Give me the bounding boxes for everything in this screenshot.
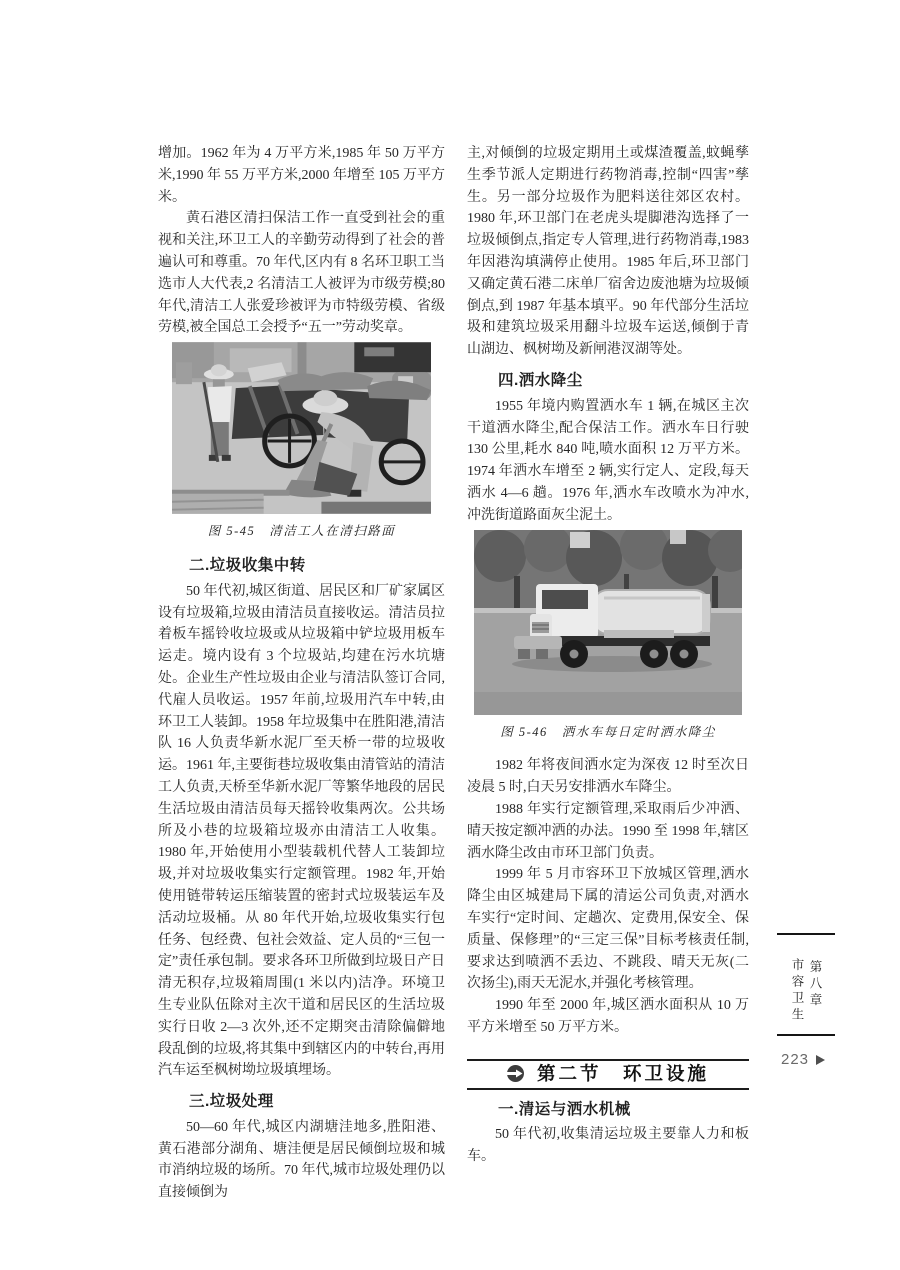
paragraph: 1999 年 5 月市容环卫下放城区管理,洒水降尘由区城建局下属的清运公司负责,对洒水车实行“定时间、定趟次、定费用,保安全、保质量、保修理”的“三定三保”目标考核责任制,要求达到喷洒不丢边、不跳段、晴天无灰(二次扬尘),雨天无泥水,并强化考核管理。 — [467, 867, 749, 992]
paragraph: 主,对倾倒的垃圾定期用土或煤渣覆盖,蚊蝇孳生季节派人定期进行药物消毒,控制“四害”孳生。另一部分垃圾作为肥料送往郊区农村。1980 年,环卫部门在老虎头堤脚港沟选择了一垃圾倾倒点,指定专人管理,进行药物消毒,1983 年因港沟填满停止使用。1985 年后,环卫部门又确定黄石港二床单厂宿舍边废池塘为垃圾倾倒点,到 1987 年基本填平。90 年代部分生活垃圾和建筑垃圾采用翻斗垃圾车运送,倾倒于青山湖边、枫树坳及新闸港汊湖等处。 — [467, 146, 749, 358]
paragraph: 1988 年实行定额管理,采取雨后少冲洒、晴天按定额冲洒的办法。1990 至 1998 年,辖区洒水降尘改由市环卫部门负责。 — [467, 801, 749, 861]
tab-bottom-rule — [777, 1034, 835, 1036]
chapter-margin-tab — [777, 933, 835, 1036]
section-title: 第二节 环卫设施 — [536, 1062, 709, 1084]
circle-arrow-right-icon — [507, 1065, 524, 1082]
figure-5-46-caption: 图 5-46 洒水车每日定时洒水降尘 — [500, 724, 716, 739]
heading-water-spraying: 四.洒水降尘 — [498, 371, 583, 389]
figure-5-45-caption: 图 5-45 清洁工人在清扫路面 — [207, 524, 396, 539]
paragraph: 1955 年境内购置洒水车 1 辆,在城区主次干道洒水降尘,配合保洁工作。洒水车日行驶 130 公里,耗水 840 吨,喷水面积 12 万平方米。1974 年洒水车增至 2 辆,实行定人、定段,每天洒水 4—6 趟。1976 年,洒水车改喷水为冲水,冲洗街道路面灰尘泥土。 — [467, 398, 749, 523]
section-divider — [467, 1059, 749, 1090]
figure-5-46-image — [474, 530, 742, 715]
chapter-label: 第八章 — [808, 960, 822, 1010]
paragraph: 1982 年将夜间洒水定为深夜 12 时至次日凌晨 5 时,白天另安排洒水车降尘。 — [467, 758, 749, 796]
chapter-section-label: 市容卫生 — [790, 958, 804, 1024]
chapter-vertical-text — [788, 942, 824, 1028]
heading-transport-machinery: 一.清运与洒水机械 — [498, 1100, 631, 1118]
figure-5-45-image — [172, 342, 431, 514]
heading-garbage-collection: 二.垃圾收集中转 — [189, 556, 306, 574]
paragraph: 50 年代初,收集清运垃圾主要靠人力和板车。 — [467, 1127, 749, 1165]
left-column — [158, 143, 445, 1204]
paragraph: 增加。1962 年为 4 万平方米,1985 年 50 万平方米,1990 年 55 万平方米,2000 年增至 105 万平方米。 — [158, 146, 445, 205]
right-column — [467, 143, 749, 1168]
right-triangle-icon — [816, 1055, 825, 1065]
tab-top-rule — [777, 933, 835, 935]
paragraph: 黄石港区清扫保洁工作一直受到社会的重视和关注,环卫工人的辛勤劳动得到了社会的普遍认可和尊重。70 年代,区内有 8 名环卫职工当选市人大代表,2 名清洁工人被评为市级劳模;80 年代,清洁工人张爱珍被评为市特级劳模、省级劳模,被全国总工会授予“五一”劳动奖章。 — [158, 211, 445, 336]
paragraph: 50 年代初,城区街道、居民区和厂矿家属区设有垃圾箱,垃圾由清洁员直接收运。清洁员拉着板车摇铃收垃圾或从垃圾箱中铲垃圾用板车运走。境内设有 3 个垃圾站,均建在污水坑塘处。企业生产性垃圾由企业与清洁队签订合同,代雇人员收运。1957 年前,垃圾用汽车中转,由环卫工人装卸。1958 年垃圾集中在胜阳港,清洁队 16 人负责华新水泥厂至天桥一带的垃圾收运。1961 年,主要街巷垃圾收集由清管站的清洁工人负责,天桥至华新水泥厂等繁华地段的居民生活垃圾由清洁员每天摇铃收集两次。公共场所及小巷的垃圾箱垃圾亦由清洁工人收集。1980 年,开始使用小型装载机代替人工装卸垃圾,并对垃圾收集实行定额管理。1982 年,开始使用链带转运压缩装置的密封式垃圾装运车及活动垃圾桶。从 80 年代开始,垃圾收集实行包任务、包经费、包社会效益、定人员的“三包一定”责任承包制。要求各环卫所做到垃圾日产日清无积存,垃圾箱周围(1 米以内)洁净。环境卫生专业队伍除对主次干道和居民区的生活垃圾实行日收 2—3 次外,还不定期突击清除偏僻地段乱倒的垃圾,将其集中到辖区内的中转台,再用汽车运至枫树坳垃圾填埋场。 — [158, 583, 445, 1079]
page-number-value: 223 — [781, 1051, 810, 1068]
figure-5-45 — [172, 342, 431, 543]
paragraph: 50—60 年代,城区内湖塘洼地多,胜阳港、黄石港部分湖角、塘洼便是居民倾倒垃圾和城市消纳垃圾的场所。70 年代,城市垃圾处理仍以直接倾倒为 — [158, 1119, 445, 1201]
paragraph: 1990 年至 2000 年,城区洒水面积从 10 万平方米增至 50 万平方米。 — [467, 998, 749, 1035]
figure-5-46 — [474, 530, 742, 744]
heading-garbage-disposal: 三.垃圾处理 — [189, 1093, 274, 1111]
page-number — [781, 1051, 825, 1068]
